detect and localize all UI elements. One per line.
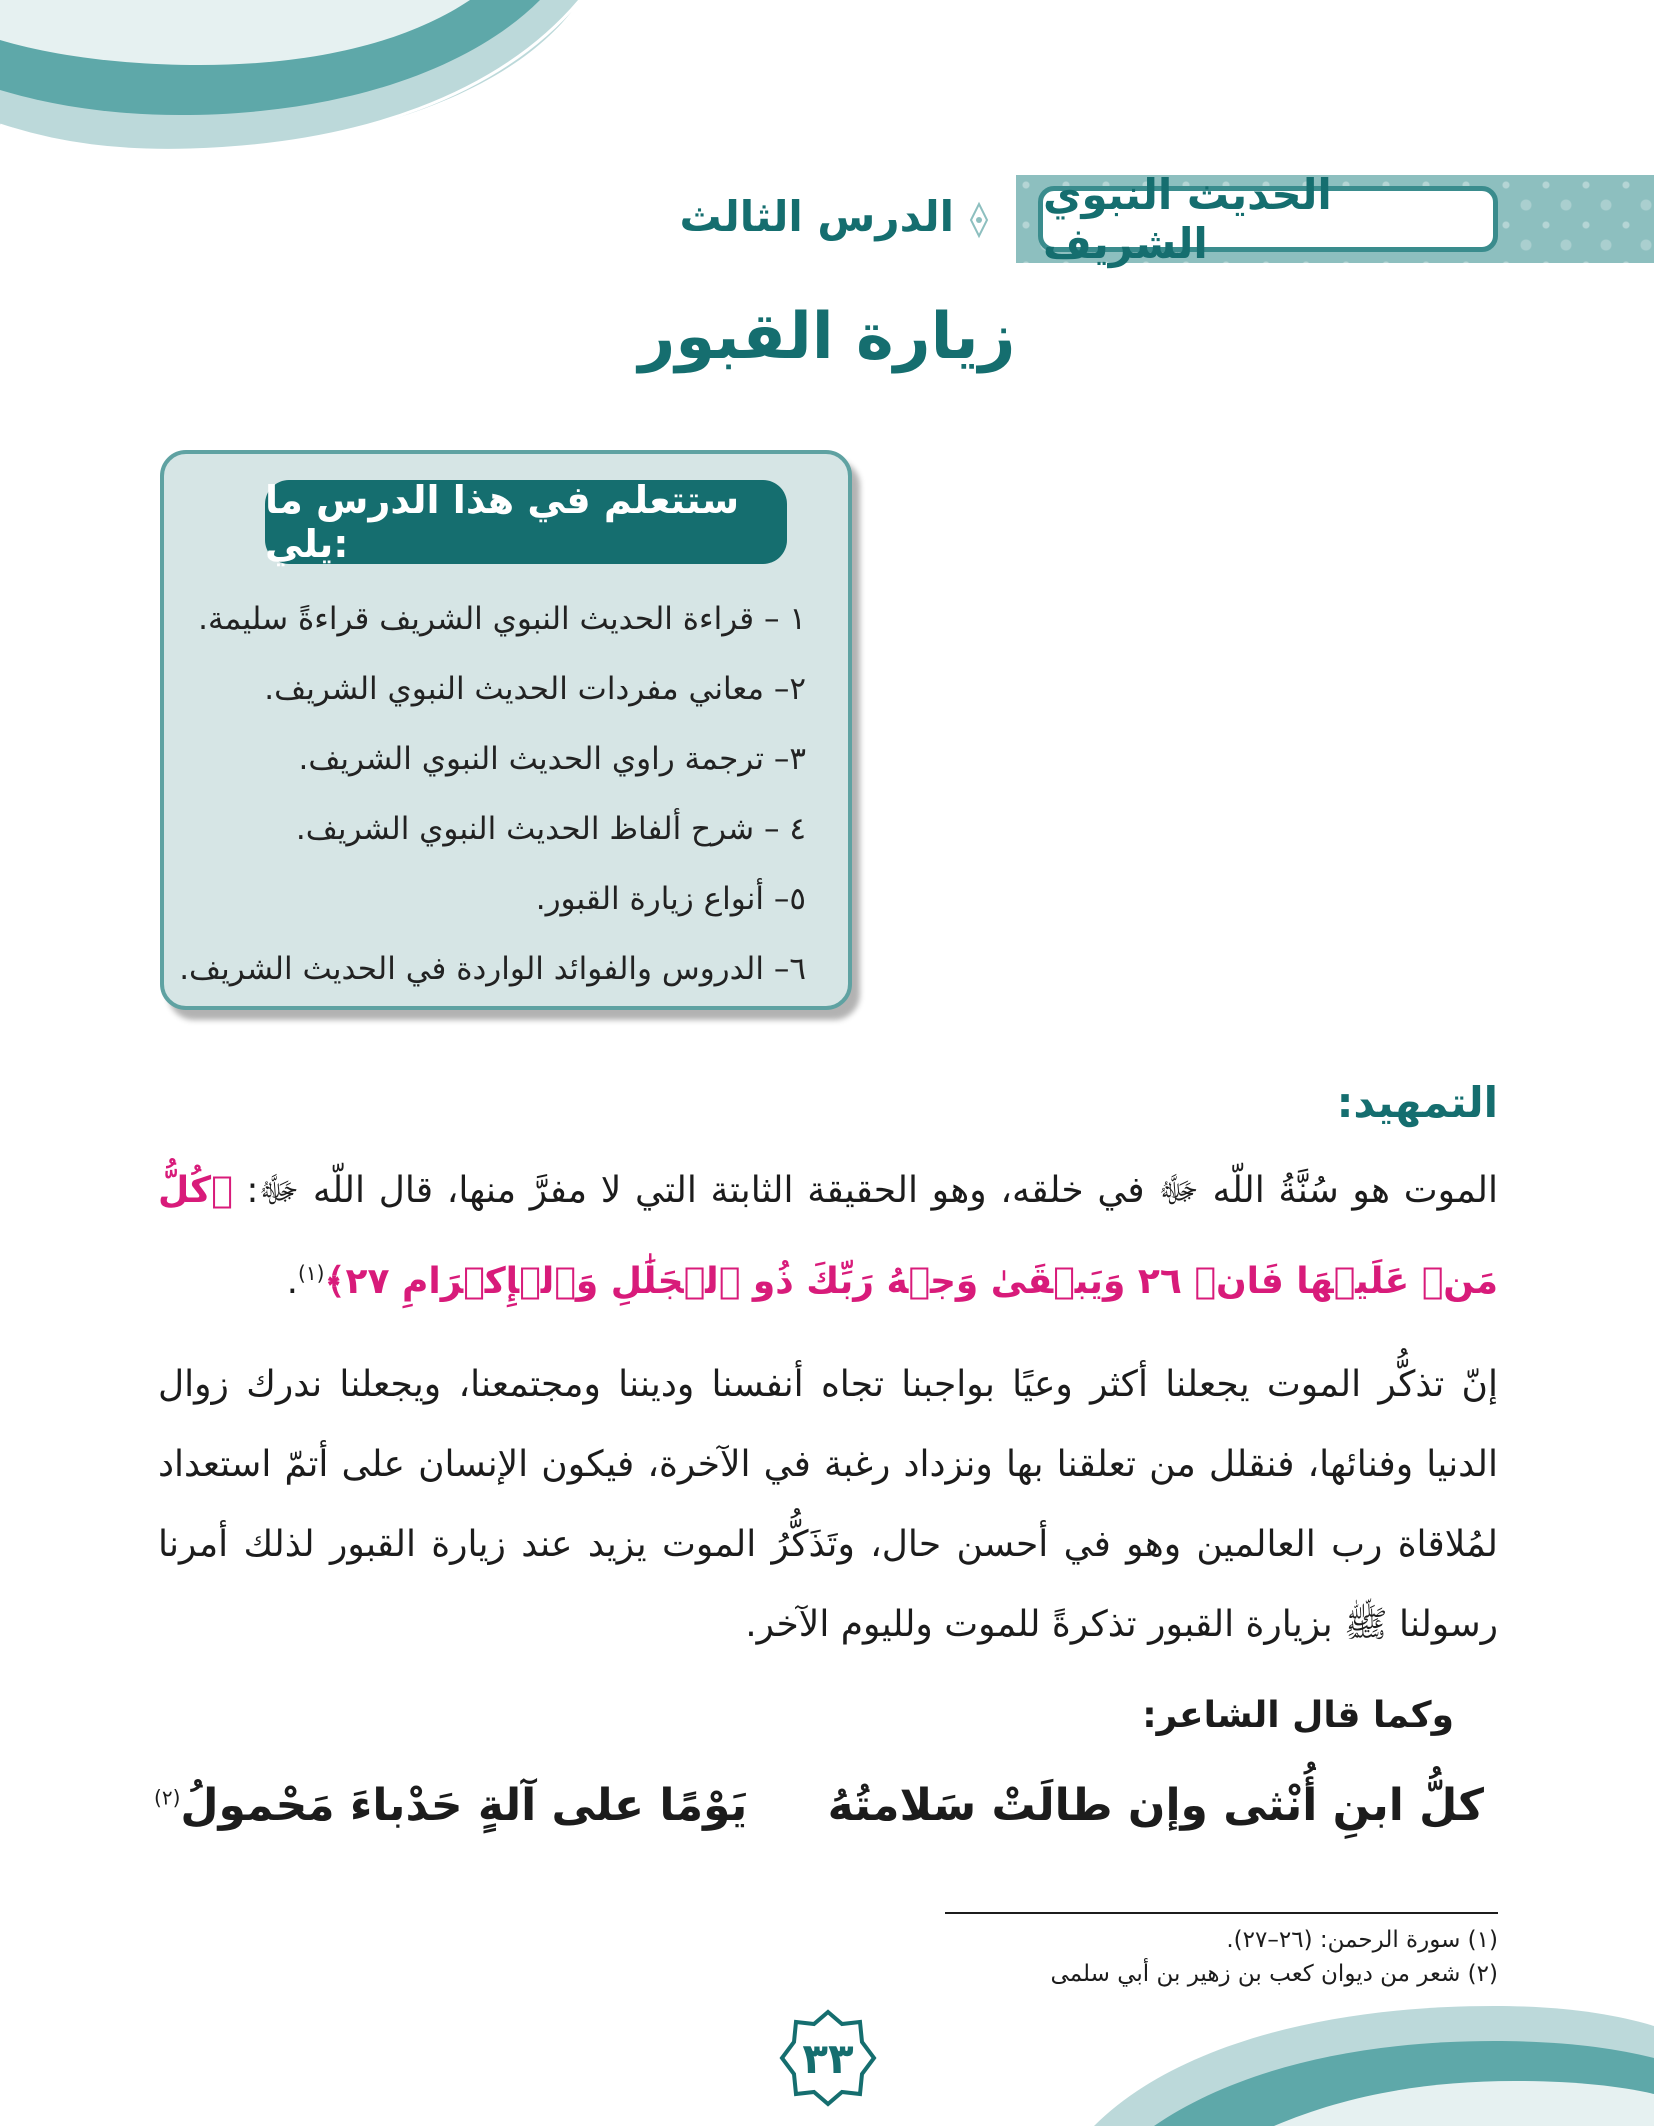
poem-verse (154, 1780, 1484, 1850)
poem-second-text: يَوْمًا على آلةٍ حَدْباءَ مَحْمولُ (180, 1780, 748, 1831)
objectives-list (166, 584, 806, 1004)
lesson-label: الدرس الثالث (679, 192, 954, 241)
objective-item: ٦– الدروس والفوائد الواردة في الحديث الشريف. (179, 951, 806, 987)
intro-text: الموت هو سُنَّةُ اللّه ﷻ في خلقه، وهو الحقيقة الثابتة التي لا مفرَّ منها، قال اللّه ﷻ: (246, 1170, 1498, 1211)
objective-item: ٥– أنواع زيارة القبور. (535, 881, 806, 917)
intro-heading: التمهيد: (1336, 1078, 1498, 1127)
bottom-corner-decoration (1094, 1976, 1654, 2126)
intro-paragraph (158, 1150, 1498, 1323)
objective-item: ٢– معاني مفردات الحديث النبوي الشريف. (264, 671, 806, 707)
poem-intro: وكما قال الشاعر: (1142, 1695, 1454, 1736)
footnote-ref: (٢) (154, 1785, 181, 1810)
footnote-ref: (١) (298, 1261, 325, 1285)
objective-item: ٤ – شرح ألفاظ الحديث النبوي الشريف. (295, 811, 806, 847)
sentence-end: . (286, 1261, 299, 1302)
section-label: الحديث النبوي الشريف (1038, 186, 1498, 252)
top-corner-decoration (0, 0, 580, 170)
page-title: زيارة القبور (638, 300, 1016, 374)
footnote-divider (945, 1912, 1498, 1914)
objective-item: ١ – قراءة الحديث النبوي الشريف قراءةً سليمة. (198, 601, 806, 637)
quran-verse: ﴿كُلُّ مَنۡ عَلَيۡهَا فَانٖ ٢٦ وَيَبۡقَىٰ وَجۡهُ رَبِّكَ ذُو ٱلۡجَلَٰلِ وَٱلۡإِكۡرَامِ ٢٧﴾ (158, 1170, 1498, 1302)
footnote: (٢) شعر من ديوان كعب بن زهير بن أبي سلمى (1050, 1961, 1498, 1987)
body-paragraph: إنّ تذكُّر الموت يجعلنا أكثر وعيًا بواجبنا تجاه أنفسنا وديننا ومجتمعنا، ويجعلنا ندرك زوال الدنيا وفنائها، فنقلل من تعلقنا بها ونزداد رغبة في الآخرة، فيكون الإنسان على أتمّ استعداد لمُلاقاة رب العالمين وهو في أحسن حال، وتَذَكُّرُ الموت يزيد عند زيارة القبور لذلك أمرنا رسولنا ﷺ بزيارة القبور تذكرةً للموت ولليوم الآخر. (158, 1364, 1498, 1645)
footnote: (١) سورة الرحمن: (٢٦–٢٧). (1226, 1927, 1498, 1953)
page-number: ٣٣ (802, 2033, 854, 2083)
poem-first-hemistich: كلُّ ابنِ أُنْثى وإن طالَتْ سَلامتُهُ (827, 1780, 1484, 1831)
objectives-heading: ستتعلم في هذا الدرس ما يلي: (265, 480, 787, 564)
ornament-icon (959, 200, 999, 240)
poem-second-hemistich (154, 1780, 747, 1831)
objective-item: ٣– ترجمة راوي الحديث النبوي الشريف. (298, 741, 806, 777)
